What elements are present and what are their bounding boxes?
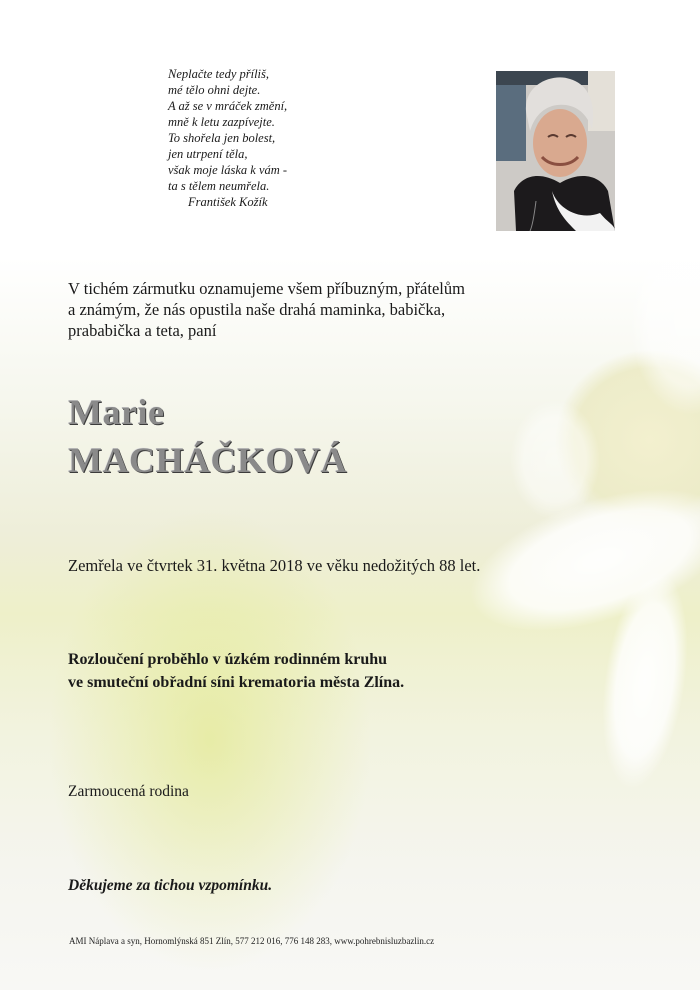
poem-line: mně k letu zazpívejte. — [168, 115, 275, 129]
poem-line: však moje láska k vám - — [168, 163, 288, 177]
announcement-line: V tichém zármutku oznamujeme všem příbuzným, přátelům — [68, 279, 465, 298]
poem-line: A až se v mráček změní, — [168, 99, 288, 113]
last-name: MACHÁČKOVÁ — [68, 440, 347, 480]
poem-line: ta s tělem neumřela. — [168, 179, 270, 193]
announcement-line: prababička a teta, paní — [68, 321, 217, 340]
poem-line: jen utrpení těla, — [168, 147, 248, 161]
farewell-info — [68, 648, 488, 694]
poem-line: mé tělo ohni dejte. — [168, 83, 261, 97]
announcement-line: a známým, že nás opustila naše drahá maminka, babička, — [68, 300, 446, 319]
poem-line: Neplačte tedy příliš, — [168, 67, 270, 81]
portrait-photo — [496, 71, 615, 231]
poem-author: František Kožík — [188, 195, 268, 209]
announcement-text — [68, 278, 488, 341]
death-notice: Zemřela ve čtvrtek 31. května 2018 ve věku nedožitých 88 let. — [68, 556, 481, 575]
farewell-line: Rozloučení proběhlo v úzkém rodinném kruhu — [68, 651, 388, 668]
farewell-line: ve smuteční obřadní síni krematoria města Zlína. — [68, 674, 405, 691]
first-name: Marie — [68, 392, 165, 432]
poem-line: To shořela jen bolest, — [168, 131, 276, 145]
family-signature: Zarmoucená rodina — [68, 783, 189, 800]
memorial-poem — [168, 66, 378, 210]
thanks-note: Děkujeme za tichou vzpomínku. — [68, 877, 273, 894]
deceased-name — [68, 392, 488, 480]
portrait-image — [496, 71, 615, 231]
funeral-service-footer: AMI Náplava a syn, Hornomlýnská 851 Zlín, 577 212 016, 776 148 283, www.pohrebnisluzbazlin.cz — [69, 936, 435, 946]
